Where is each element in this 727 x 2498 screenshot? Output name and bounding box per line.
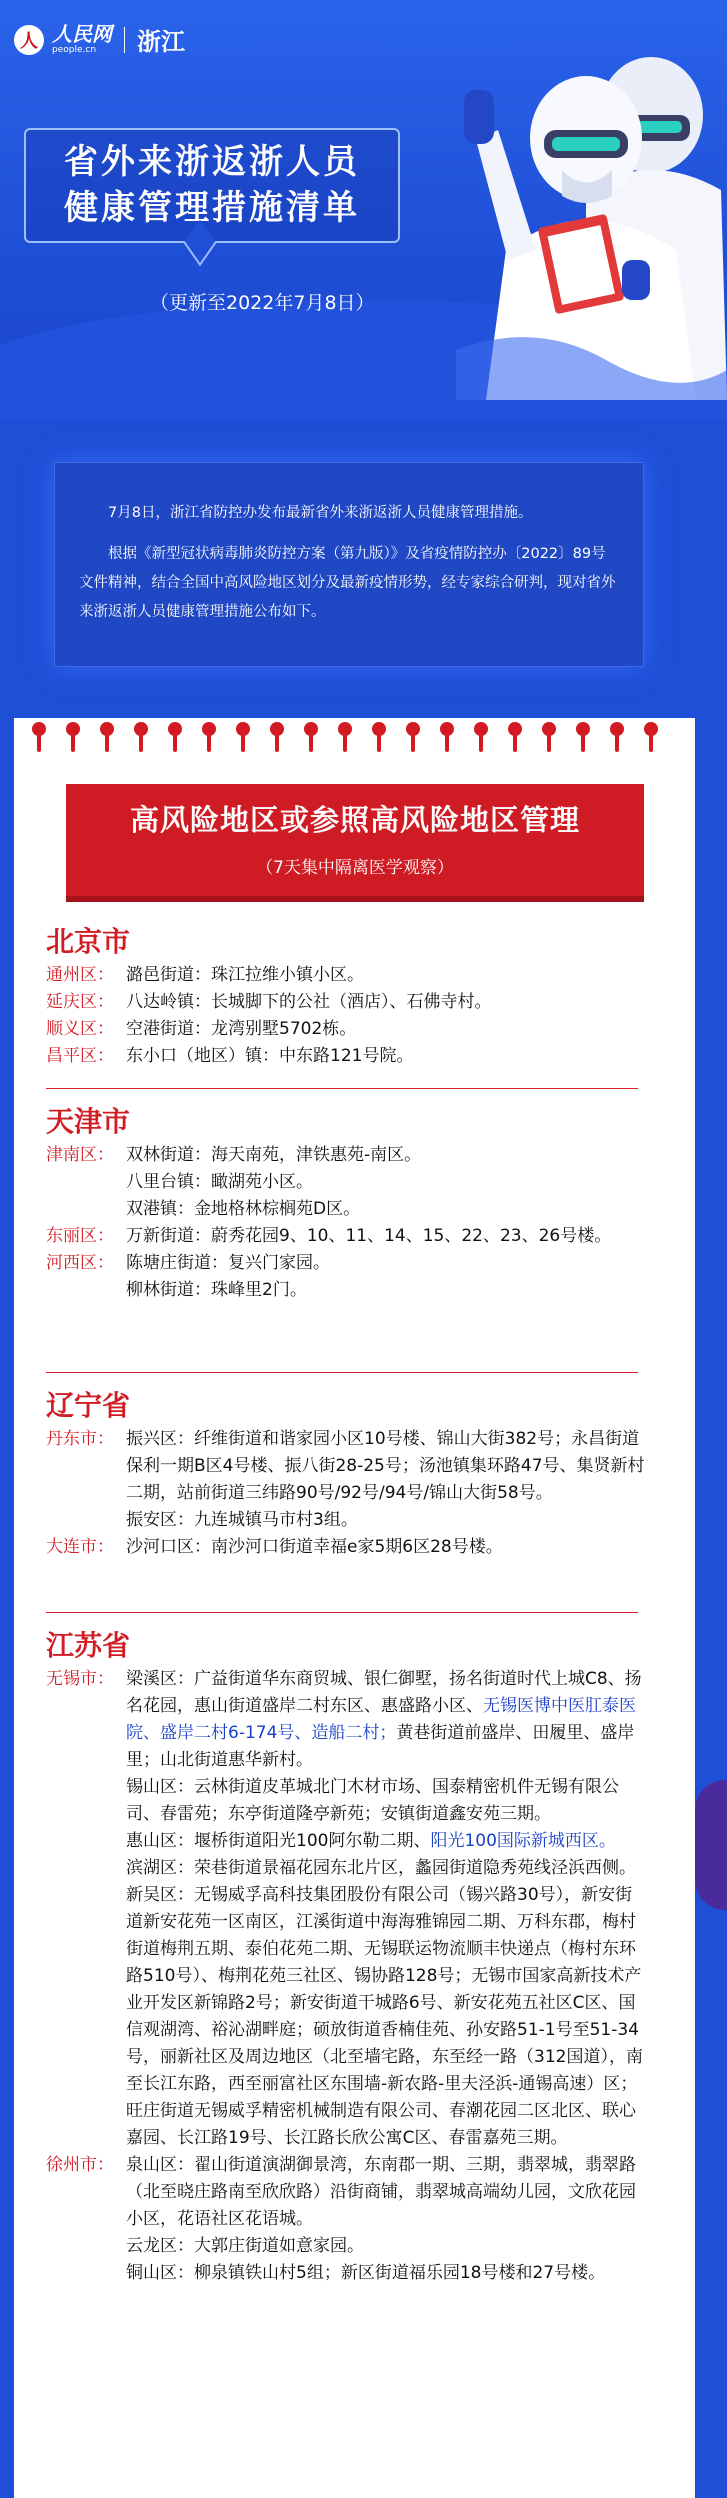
district-label: 通州区：: [46, 965, 114, 985]
list-item: [46, 2152, 646, 2233]
logo-separator: [124, 27, 125, 53]
list-item: [46, 1426, 646, 1507]
city-heading-jiangsu: 江苏省: [46, 1629, 131, 1662]
pin-icon: [610, 722, 624, 752]
intro-paragraph-2: 根据《新型冠状病毒肺炎防控方案（第九版）》及省疫情防控办〔2022〕89号文件精神，结合全国中高风险地区划分及最新疫情形势，经专家综合研判，现对省外来浙返浙人员健康管理措施公布如下。: [79, 546, 616, 620]
list-item: [46, 1666, 646, 1774]
pin-icon: [644, 722, 658, 752]
pin-icon: [100, 722, 114, 752]
intro-paragraph-1: 7月8日，浙江省防控办发布最新省外来浙返浙人员健康管理措施。: [108, 505, 533, 521]
beijing-list: [46, 962, 646, 1070]
district-text: 泉山区：翟山街道演湖御景湾，东南郡一期、三期，翡翠城，翡翠路（北至晓庄路南至欣欣路）沿街商铺，翡翠城高端幼儿园，文欣花园小区，花语社区花语城。: [126, 2155, 636, 2229]
sub-item: 惠山区：堰桥街道阳光100阿尔勒二期、阳光100国际新城西区。: [126, 1831, 616, 1851]
district-text: 梁溪区：广益街道华东商贸城、银仁御墅，扬名街道时代上城C8、扬名花园，惠山街道盛岸二村东区、惠盛路小区、无锡医博中医肛泰医院、盛岸二村6-174号、造船二村；黄巷街道前盛岸、田履里、盛岸里；山北街道惠华新村。: [126, 1669, 642, 1770]
list-item: [46, 989, 646, 1016]
district-label: 津南区：: [46, 1145, 114, 1165]
pin-icon: [304, 722, 318, 752]
update-date: （更新至2022年7月8日）: [150, 292, 375, 314]
sub-item: 滨湖区：荣巷街道景福花园东北片区，蠡园街道隐秀苑线泾浜西侧。: [126, 1858, 636, 1878]
pin-icon: [406, 722, 420, 752]
district-text: 八达岭镇：长城脚下的公社（酒店）、石佛寺村。: [126, 992, 492, 1012]
district-text: 潞邑街道：珠江拉维小镇小区。: [126, 965, 364, 985]
list-item: [46, 1223, 646, 1250]
hero-header: [0, 0, 727, 420]
logo-region: 浙江: [137, 28, 185, 56]
page-title-line1: 省外来浙返浙人员: [64, 141, 360, 182]
logo-name: 人民网: [52, 22, 112, 46]
pin-icon: [440, 722, 454, 752]
pin-icon: [542, 722, 556, 752]
sub-item: 铜山区：柳泉镇铁山村5组；新区街道福乐园18号楼和27号楼。: [126, 2263, 606, 2283]
district-text: 陈塘庄街道：复兴门家园。: [126, 1253, 330, 1273]
pin-icon: [576, 722, 590, 752]
city-heading-tianjin: 天津市: [46, 1105, 131, 1138]
logo-mark: 人: [14, 25, 44, 55]
section-divider: [46, 1088, 638, 1089]
jiangsu-list: [46, 1666, 646, 2287]
title-box: [24, 128, 400, 243]
district-text: 空港街道：龙湾别墅5702栋。: [126, 1019, 357, 1039]
banner-subtitle: （7天集中隔离医学观察）: [256, 858, 454, 878]
district-label: 大连市：: [46, 1537, 114, 1557]
paper-pins: [14, 718, 695, 758]
pin-icon: [372, 722, 386, 752]
pin-icon: [202, 722, 216, 752]
district-text: 东小口（地区）镇：中东路121号院。: [126, 1046, 414, 1066]
sub-item: 振安区：九连城镇马市村3组。: [126, 1510, 358, 1530]
pin-icon: [66, 722, 80, 752]
section-divider: [46, 1612, 638, 1613]
list-item: [46, 962, 646, 989]
district-label: 徐州市：: [46, 2155, 114, 2175]
pin-icon: [168, 722, 182, 752]
list-item: [46, 1016, 646, 1043]
list-item: [46, 1250, 646, 1277]
list-item: [46, 1043, 646, 1070]
city-heading-liaoning: 辽宁省: [46, 1389, 131, 1422]
district-label: 昌平区：: [46, 1046, 114, 1066]
district-label: 延庆区：: [46, 992, 114, 1012]
site-logo[interactable]: [14, 22, 185, 57]
section-divider: [46, 1372, 638, 1373]
district-label: 河西区：: [46, 1253, 114, 1273]
medical-workers-illustration: [446, 20, 727, 400]
pin-icon: [134, 722, 148, 752]
side-decoration: [695, 1780, 727, 1910]
district-label: 无锡市：: [46, 1669, 114, 1689]
district-text: 万新街道：蔚秀花园9、10、11、14、15、22、23、26号楼。: [126, 1226, 612, 1246]
list-item: [46, 1142, 646, 1169]
pin-icon: [236, 722, 250, 752]
sub-item: 八里台镇：瞰湖苑小区。: [126, 1172, 313, 1192]
list-item: [46, 1534, 646, 1561]
pin-icon: [508, 722, 522, 752]
district-text: 振兴区：纤维街道和谐家园小区10号楼、锦山大街382号；永昌街道保利一期B区4号楼、振八街28-25号；汤池镇集环路47号、集贤新村二期，站前街道三纬路90号/92号/94号/锦山大街58号。: [126, 1429, 645, 1503]
district-label: 东丽区：: [46, 1226, 114, 1246]
city-heading-beijing: 北京市: [46, 925, 131, 958]
banner-title: 高风险地区或参照高风险地区管理: [129, 803, 580, 837]
pin-icon: [32, 722, 46, 752]
pin-icon: [270, 722, 284, 752]
pin-icon: [474, 722, 488, 752]
sub-item: 柳林街道：珠峰里2门。: [126, 1280, 307, 1300]
sub-item: 云龙区：大郭庄街道如意家园。: [126, 2236, 364, 2256]
sub-item: 双港镇：金地格林棕榈苑D区。: [126, 1199, 361, 1219]
intro-box: [54, 462, 644, 667]
district-text: 沙河口区：南沙河口街道幸福e家5期6区28号楼。: [126, 1537, 503, 1557]
pin-icon: [338, 722, 352, 752]
sub-item: 新吴区：无锡威孚高科技集团股份有限公司（锡兴路30号），新安街道新安花苑一区南区，江溪街道中海海雅锦园二期、万科东郡，梅村街道梅荆五期、泰伯花苑二期、无锡联运物流顺丰快递点（梅村东环路510号）、梅荆花苑三社区、锡协路128号；无锡市国家高新技术产业开发区新锦路2号；新安街道干城路6号、新安花苑五社区C区、国信观湖湾、裕沁湖畔庭；硕放街道香楠佳苑、孙安路51-1号至51-34号，丽新社区及周边地区（北至墙宅路，东至经一路（312国道），南至长江东路，西至丽富社区东围墙-新农路-里夫泾浜-通锡高速）区；旺庄街道无锡威孚精密机械制造有限公司、春潮花园二区北区、联心嘉园、长江路19号、长江路长欣公寓C区、春雷嘉苑三期。: [126, 1885, 643, 2148]
logo-url: people.cn: [52, 45, 97, 55]
page-title-line2: 健康管理措施清单: [64, 187, 360, 228]
sub-item: 锡山区：云林街道皮革城北门木材市场、国泰精密机件无锡有限公司、春雷苑；东亭街道隆亭新苑；安镇街道鑫安苑三期。: [126, 1777, 619, 1824]
risk-banner: [66, 784, 644, 902]
district-label: 顺义区：: [46, 1019, 114, 1039]
district-label: 丹东市：: [46, 1429, 114, 1449]
tianjin-list: [46, 1142, 646, 1304]
liaoning-list: [46, 1426, 646, 1561]
district-text: 双林街道：海天南苑，津铁惠苑-南区。: [126, 1145, 422, 1165]
